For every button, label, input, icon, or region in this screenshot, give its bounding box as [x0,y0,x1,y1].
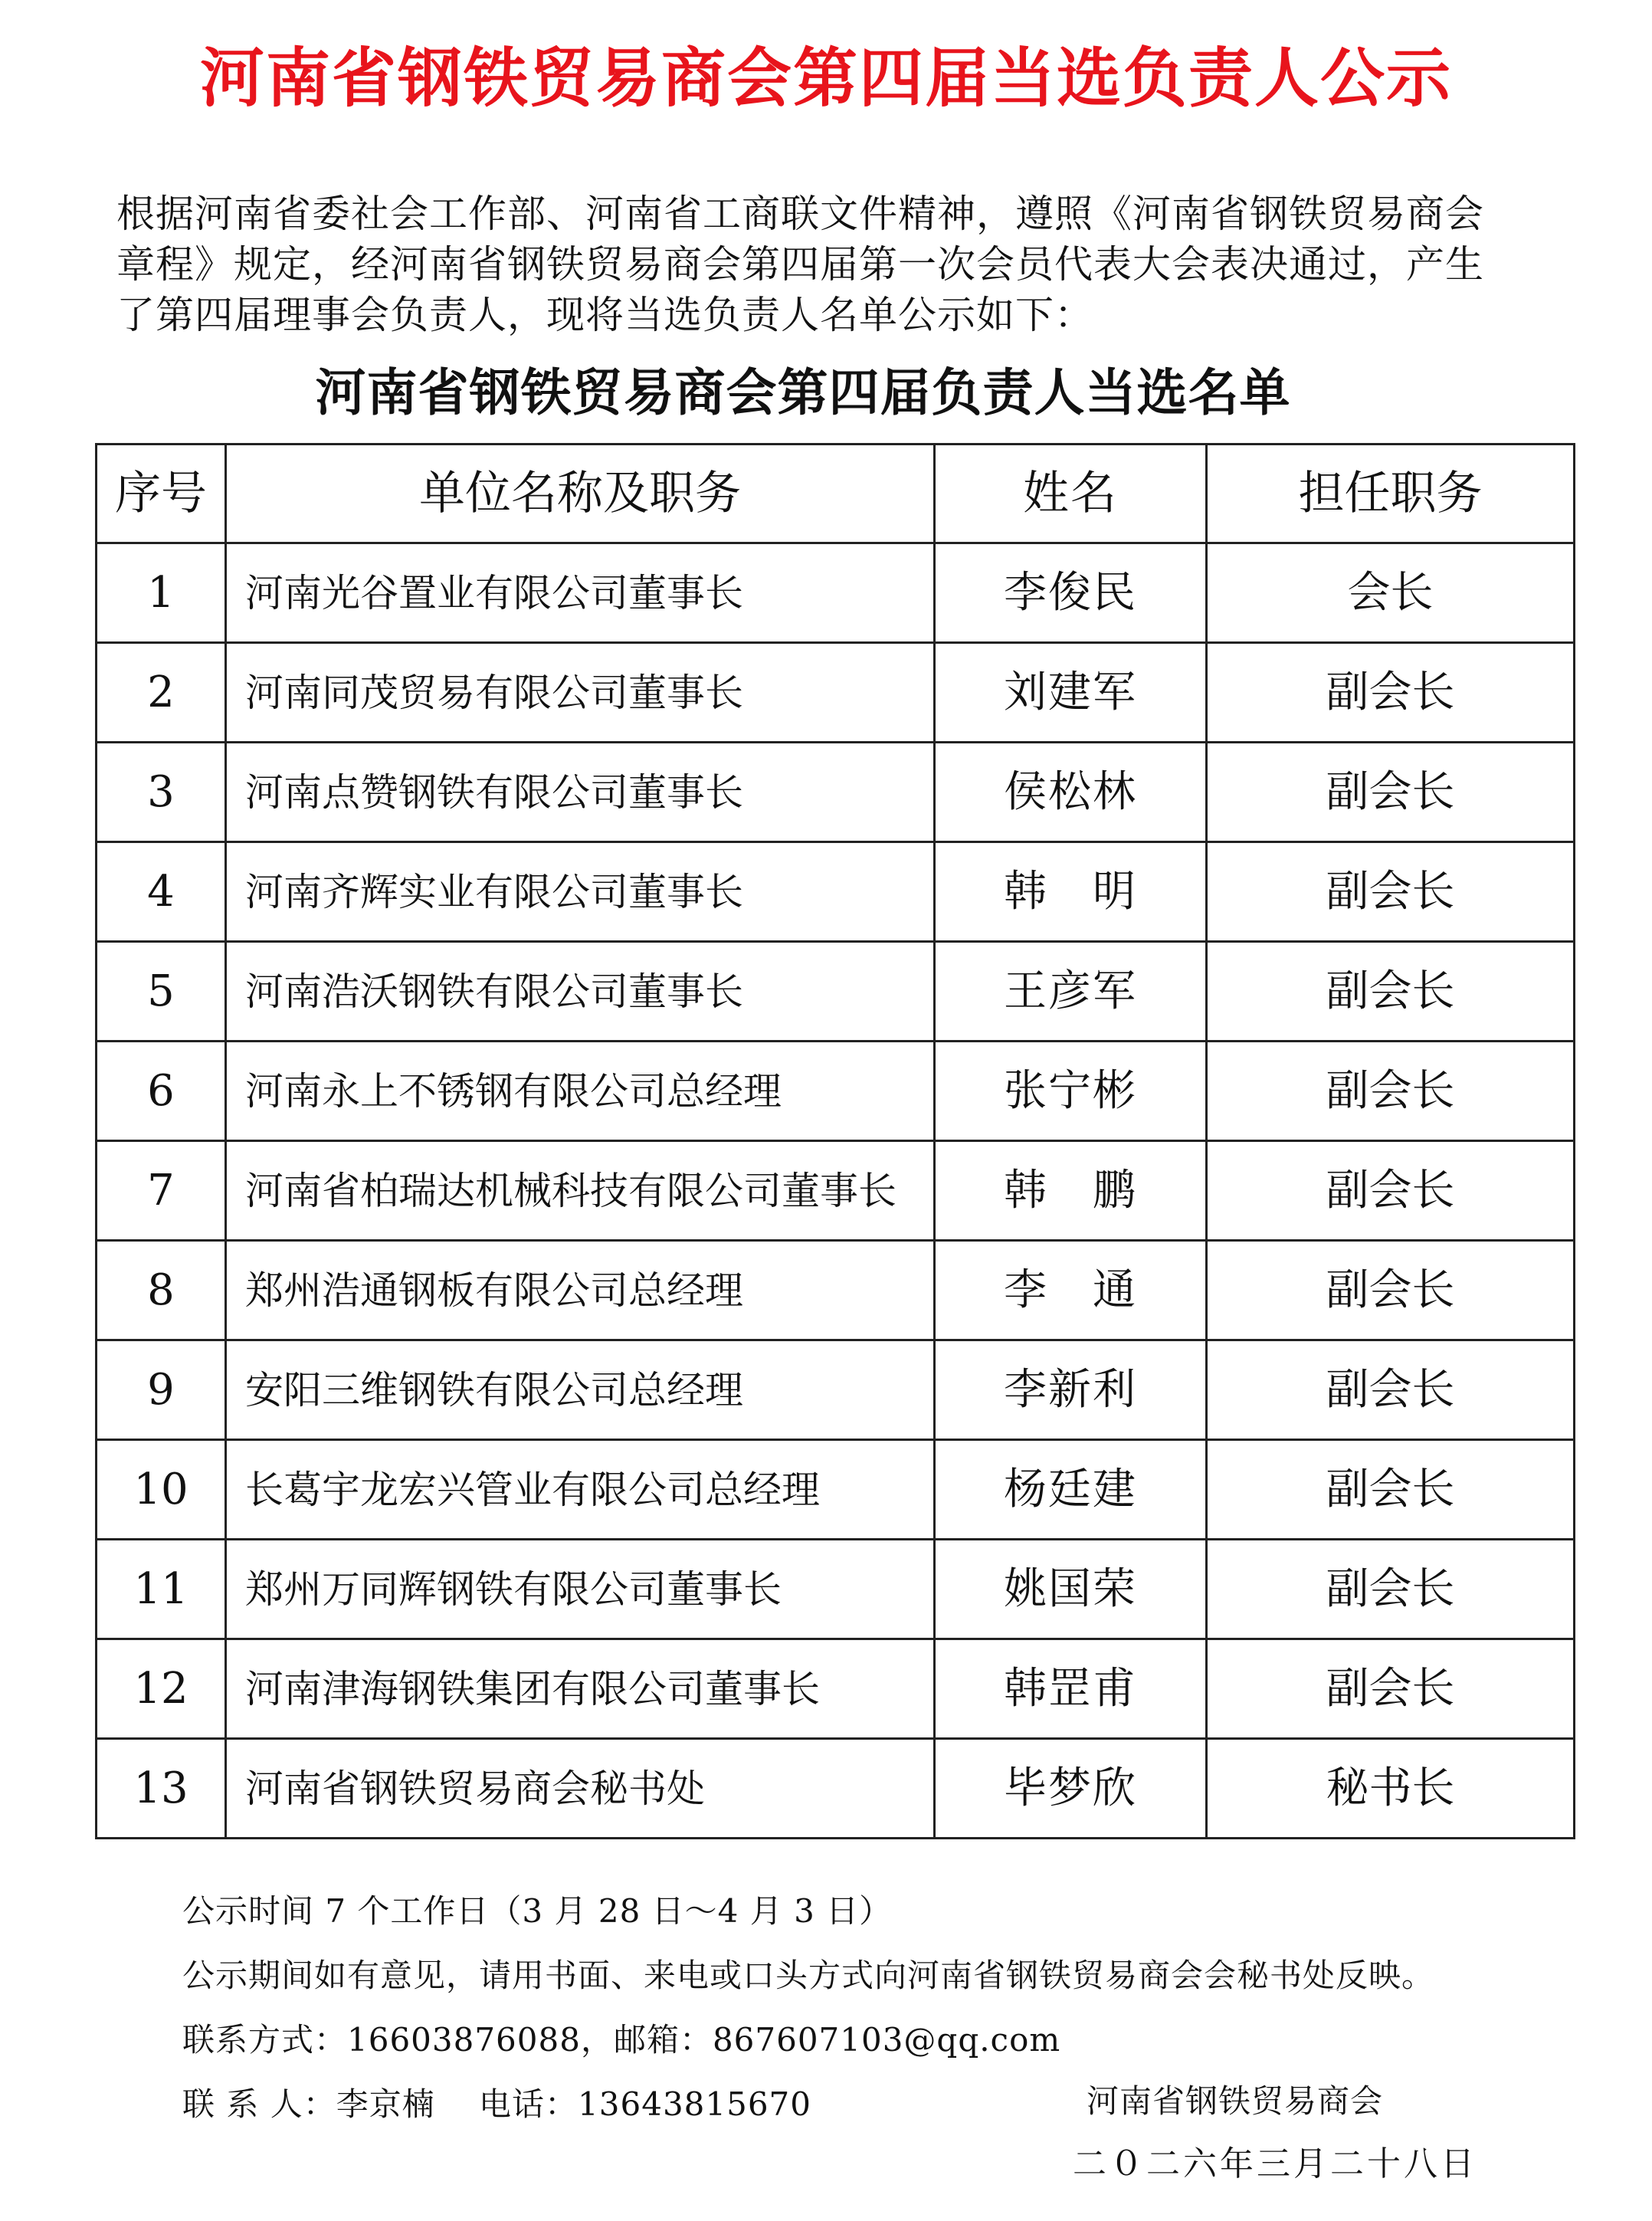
cell-role: 副会长 [1207,1340,1575,1440]
cell-seq: 3 [97,743,226,842]
table-row [97,1042,1575,1141]
cell-role: 副会长 [1207,743,1575,842]
list-title: 河南省钢铁贸易商会第四届负责人当选名单 [315,363,1291,422]
cell-unit: 河南齐辉实业有限公司董事长 [226,842,935,942]
cell-name: 姚国荣 [935,1540,1207,1639]
table-row [97,1440,1575,1540]
officers-table [95,443,1575,1839]
intro-line-3: 了第四届理事会负责人，现将当选负责人名单公示如下： [116,293,1093,337]
header-name: 姓名 [935,445,1207,543]
table-body [97,543,1575,1839]
table-row [97,1639,1575,1739]
signature-date: 二０二六年三月二十八日 [1073,2144,1477,2183]
cell-role: 副会长 [1207,1042,1575,1141]
cell-role: 副会长 [1207,1440,1575,1540]
cell-role: 副会长 [1207,1639,1575,1739]
table-row [97,1540,1575,1639]
cell-seq: 9 [97,1340,226,1440]
cell-unit: 河南省钢铁贸易商会秘书处 [226,1739,935,1839]
cell-name: 王彦军 [935,942,1207,1042]
cell-unit: 郑州万同辉钢铁有限公司董事长 [226,1540,935,1639]
cell-role: 副会长 [1207,643,1575,743]
signature-org: 河南省钢铁贸易商会 [1087,2082,1384,2120]
cell-name: 韩罡甫 [935,1639,1207,1739]
table-row [97,543,1575,643]
cell-seq: 10 [97,1440,226,1540]
cell-seq: 4 [97,842,226,942]
cell-name: 李俊民 [935,543,1207,643]
cell-seq: 6 [97,1042,226,1141]
cell-seq: 7 [97,1141,226,1241]
contact-person: 联 系 人：李京楠 电话：13643815670 [182,2085,811,2123]
cell-name: 杨廷建 [935,1440,1207,1540]
cell-role: 秘书长 [1207,1739,1575,1839]
cell-unit: 郑州浩通钢板有限公司总经理 [226,1241,935,1340]
cell-name: 李新利 [935,1340,1207,1440]
feedback-note: 公示期间如有意见，请用书面、来电或口头方式向河南省钢铁贸易商会会秘书处反映。 [182,1957,1435,1994]
cell-role: 副会长 [1207,1141,1575,1241]
table-header-row [97,445,1575,543]
cell-name: 李 通 [935,1241,1207,1340]
table-row [97,842,1575,942]
cell-unit: 河南光谷置业有限公司董事长 [226,543,935,643]
cell-seq: 13 [97,1739,226,1839]
cell-unit: 河南同茂贸易有限公司董事长 [226,643,935,743]
publicity-period: 公示时间 7 个工作日（3 月 28 日～4 月 3 日） [182,1892,893,1930]
cell-seq: 5 [97,942,226,1042]
intro-line-1: 根据河南省委社会工作部、河南省工商联文件精神，遵照《河南省钢铁贸易商会 [116,192,1484,236]
cell-seq: 11 [97,1540,226,1639]
table-row [97,942,1575,1042]
table-row [97,1739,1575,1839]
cell-seq: 8 [97,1241,226,1340]
cell-role: 副会长 [1207,942,1575,1042]
cell-seq: 12 [97,1639,226,1739]
header-unit: 单位名称及职务 [226,445,935,543]
cell-unit: 长葛宇龙宏兴管业有限公司总经理 [226,1440,935,1540]
cell-name: 张宁彬 [935,1042,1207,1141]
header-seq: 序号 [97,445,226,543]
notice-title: 河南省钢铁贸易商会第四届当选负责人公示 [199,41,1452,116]
cell-unit: 河南津海钢铁集团有限公司董事长 [226,1639,935,1739]
cell-unit: 安阳三维钢铁有限公司总经理 [226,1340,935,1440]
cell-seq: 2 [97,643,226,743]
cell-name: 侯松林 [935,743,1207,842]
cell-seq: 1 [97,543,226,643]
cell-name: 刘建军 [935,643,1207,743]
cell-role: 副会长 [1207,842,1575,942]
table-row [97,1141,1575,1241]
contact-info: 联系方式：16603876088，邮箱：867607103@qq.com [182,2021,1061,2059]
table-row [97,643,1575,743]
intro-paragraph [116,189,1484,340]
cell-role: 副会长 [1207,1241,1575,1340]
cell-unit: 河南浩沃钢铁有限公司董事长 [226,942,935,1042]
cell-unit: 河南永上不锈钢有限公司总经理 [226,1042,935,1141]
header-role: 担任职务 [1207,445,1575,543]
cell-unit: 河南点赞钢铁有限公司董事长 [226,743,935,842]
cell-unit: 河南省柏瑞达机械科技有限公司董事长 [226,1141,935,1241]
table-row [97,743,1575,842]
cell-role: 会长 [1207,543,1575,643]
cell-role: 副会长 [1207,1540,1575,1639]
cell-name: 韩 明 [935,842,1207,942]
cell-name: 韩 鹏 [935,1141,1207,1241]
table-row [97,1340,1575,1440]
table-row [97,1241,1575,1340]
cell-name: 毕梦欣 [935,1739,1207,1839]
intro-line-2: 章程》规定，经河南省钢铁贸易商会第四届第一次会员代表大会表决通过，产生 [116,242,1484,287]
